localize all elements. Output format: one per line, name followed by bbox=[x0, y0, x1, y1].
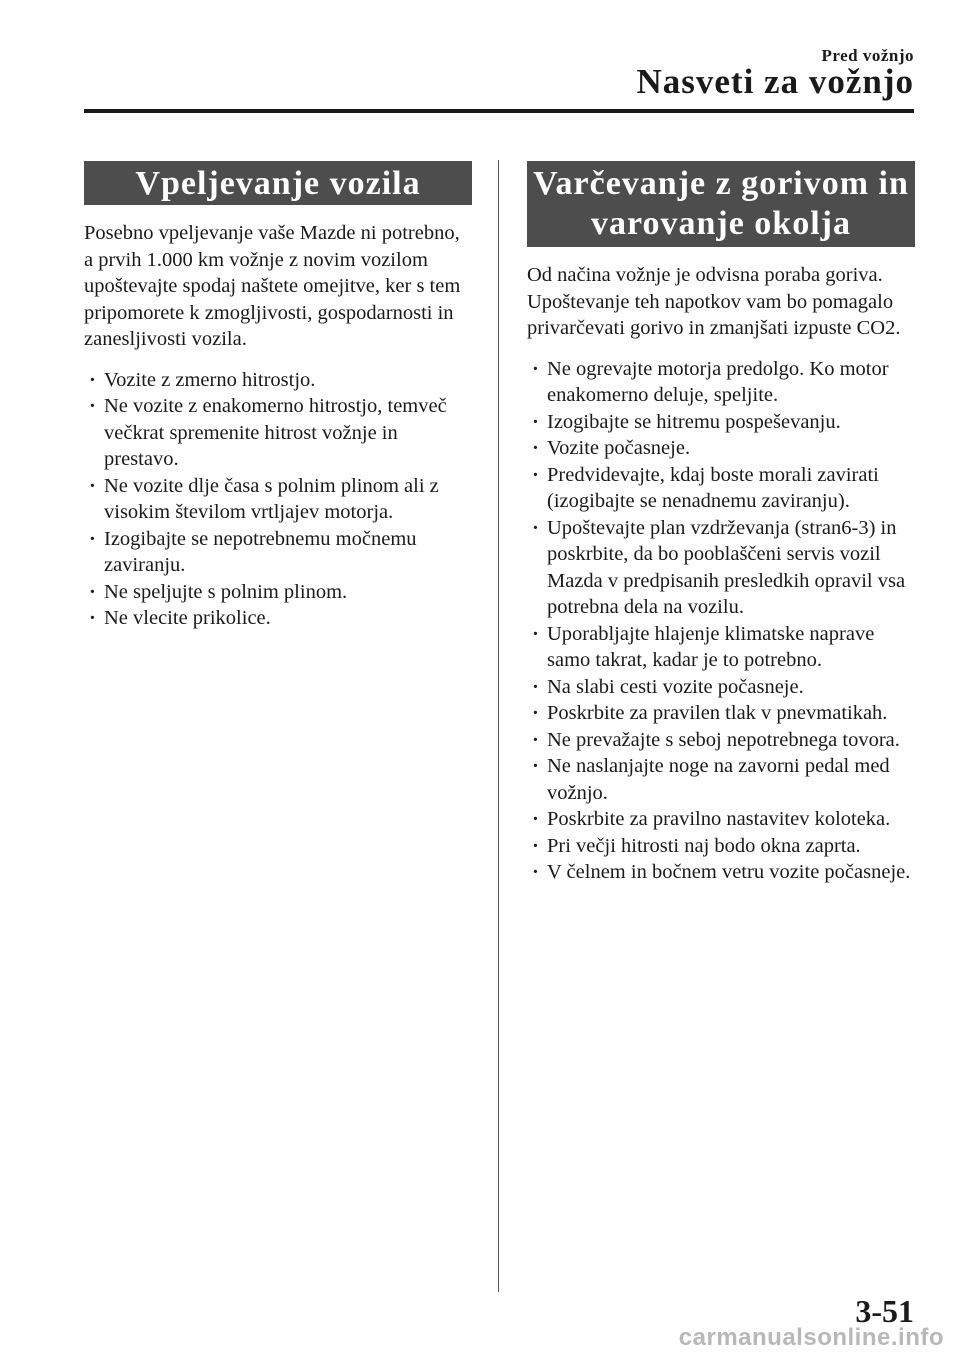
bullet-icon: · bbox=[532, 357, 539, 380]
bullet-icon: · bbox=[89, 607, 96, 629]
bullet-icon: · bbox=[532, 516, 539, 539]
chapter-title: Nasveti za vožnjo bbox=[636, 62, 914, 101]
fuel-economy-intro: Od načina vožnje je odvisna poraba goriva. Upoštevanje teh napotkov vam bo pomagalo privarčevati gorivo in zmanjšati izpuste CO2. bbox=[527, 264, 901, 339]
bullet-icon: · bbox=[532, 834, 539, 857]
list-item: · Poskrbite za pravilen tlak v pnevmatikah. bbox=[527, 700, 915, 727]
list-item: · Ne naslanjajte noge na zavorni pedal med vožnjo. bbox=[532, 755, 890, 804]
bullet-icon: · bbox=[89, 527, 96, 550]
left-column bbox=[84, 161, 472, 632]
watermark: carmanualsonline.info bbox=[678, 1324, 944, 1351]
column-divider bbox=[498, 160, 499, 1292]
bullet-icon: · bbox=[532, 728, 539, 751]
bullet-icon: · bbox=[532, 675, 539, 698]
list-item: · V čelnem in bočnem vetru vozite počasneje. bbox=[527, 859, 915, 886]
bullet-icon: · bbox=[89, 580, 96, 603]
bullet-icon: · bbox=[532, 437, 539, 459]
break-in-heading: Vpeljevanje vozila bbox=[84, 161, 472, 205]
list-item: · Ne ogrevajte motorja predolgo. Ko motor enakomerno deluje, speljite. bbox=[532, 357, 889, 406]
list-item: · Pri večji hitrosti naj bodo okna zaprta. bbox=[527, 833, 915, 860]
list-item: · Na slabi cesti vozite počasneje. bbox=[527, 674, 915, 701]
page-number: 3-51 bbox=[855, 1293, 914, 1329]
right-column bbox=[527, 161, 915, 886]
list-item: · Ne vozite dlje časa s polnim plinom ali z visokim številom vrtljajev motorja. bbox=[89, 474, 439, 523]
list-item: · Ne vozite z enakomerno hitrostjo, temveč večkrat spremenite hitrost vožnje in prestavo. bbox=[89, 395, 447, 470]
bullet-icon: · bbox=[532, 463, 539, 486]
bullet-icon: · bbox=[532, 622, 539, 645]
fuel-economy-heading: Varčevanje z gorivom in varovanje okolja bbox=[527, 161, 915, 247]
list-item: · Izogibajte se hitremu pospeševanju. bbox=[527, 409, 915, 436]
list-item: · Vozite z zmerno hitrostjo. bbox=[84, 367, 472, 394]
break-in-list bbox=[84, 367, 472, 632]
list-item: · Poskrbite za pravilno nastavitev koloteka. bbox=[527, 806, 915, 833]
list-item: · Vozite počasneje. bbox=[527, 435, 915, 462]
list-item: · Predvidevajte, kdaj boste morali zavirati (izogibajte se nenadnemu zaviranju). bbox=[532, 463, 879, 512]
fuel-economy-list bbox=[527, 356, 915, 886]
header-rule bbox=[84, 109, 914, 113]
section-label: Pred vožnjo bbox=[821, 46, 914, 65]
bullet-icon: · bbox=[532, 808, 539, 830]
bullet-icon: · bbox=[532, 755, 539, 777]
list-item: · Ne speljujte s polnim plinom. bbox=[84, 579, 472, 606]
list-item: · Upoštevajte plan vzdrževanja (stran6-3) in poskrbite, da bo pooblaščeni servis vozil Mazda v predpisanih presledkih opravil vsa potrebna dela na vozilu. bbox=[532, 516, 906, 618]
bullet-icon: · bbox=[89, 395, 96, 417]
bullet-icon: · bbox=[89, 474, 96, 497]
bullet-icon: · bbox=[532, 410, 539, 433]
bullet-icon: · bbox=[89, 368, 96, 391]
bullet-icon: · bbox=[532, 861, 539, 883]
list-item: · Uporabljajte hlajenje klimatske naprave samo takrat, kadar je to potrebno. bbox=[532, 622, 875, 671]
list-item: · Izogibajte se nepotrebnemu močnemu zaviranju. bbox=[89, 527, 417, 576]
list-item: · Ne prevažajte s seboj nepotrebnega tovora. bbox=[527, 727, 915, 754]
list-item: · Ne vlecite prikolice. bbox=[84, 605, 472, 632]
break-in-intro: Posebno vpeljevanje vaše Mazde ni potrebno, a prvih 1.000 km vožnje z novim vozilom upoštevajte spodaj naštete omejitve, ker s tem pripomorete k zmogljivosti, gospodarnosti in zanesljivosti vozila. bbox=[84, 222, 461, 350]
bullet-icon: · bbox=[532, 702, 539, 724]
